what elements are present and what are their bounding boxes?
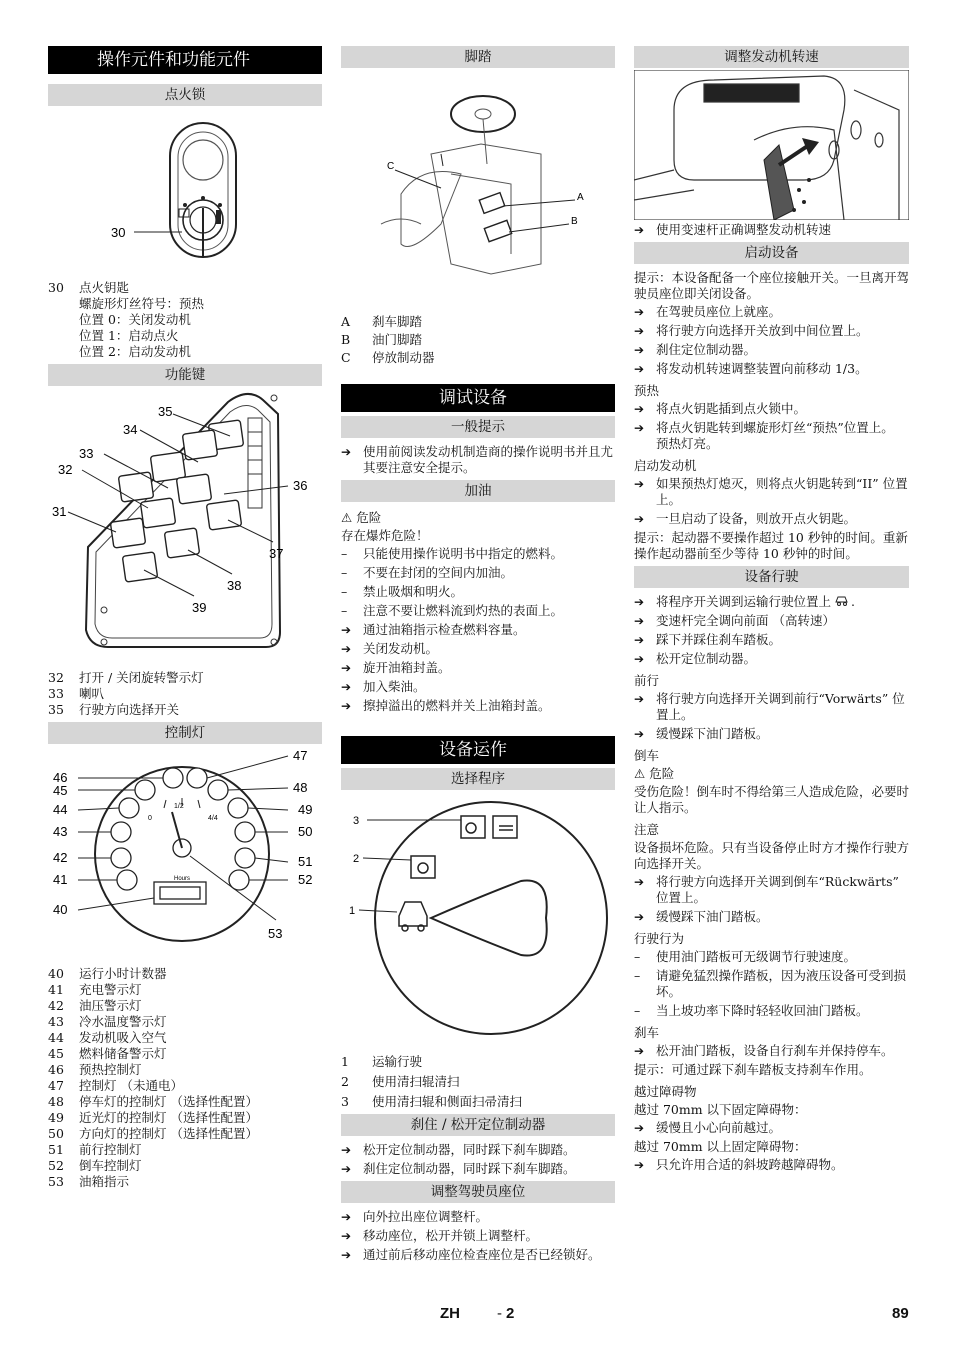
legend-item: 51 前行控制灯 <box>48 1142 142 1157</box>
step: ➔ 如果预热灯熄灭，则将点火钥匙转到“II” 位置上。 <box>634 476 909 508</box>
callout-33: 33 <box>79 446 94 461</box>
function-keys-drawing <box>48 392 322 652</box>
callout-50: 50 <box>298 824 313 839</box>
callout-46: 46 <box>53 770 68 785</box>
callout-52: 52 <box>298 872 313 887</box>
danger-text: 受伤危险！倒车时不得给第三人造成危险，必要时让人指示。 <box>634 784 910 815</box>
step: ➔ 使用前阅读发动机制造商的操作说明书并且尤其要注意安全提示。 <box>341 444 615 476</box>
page-number: 89 <box>892 1305 909 1322</box>
heading-parking-brake: 刹住 / 松开定位制动器 <box>341 1114 615 1136</box>
legend-item: 46 预热控制灯 <box>48 1062 142 1077</box>
result: 预热灯亮。 <box>656 436 719 451</box>
legend-item: 35 行驶方向选择开关 <box>48 702 180 717</box>
subheading-preheat: 预热 <box>634 383 660 398</box>
dash-item: – 当上坡功率下降时轻轻收回油门踏板。 <box>634 1003 909 1019</box>
legend-item: 45 燃料储备警示灯 <box>48 1046 167 1061</box>
engine-speed-drawing <box>634 70 909 220</box>
obstacle-low: 越过 70mm 以下固定障碍物： <box>634 1102 807 1117</box>
callout-30: 30 <box>111 225 126 240</box>
legend-item: 43 冷水温度警示灯 <box>48 1014 167 1029</box>
callout-32: 32 <box>58 462 73 477</box>
step: ➔ 踩下并踩住刹车踏板。 <box>634 632 909 648</box>
subheading-braking: 刹车 <box>634 1025 660 1040</box>
callout-48: 48 <box>293 780 308 795</box>
step: ➔ 通过油箱指示检查燃料容量。 <box>341 622 615 638</box>
step: ➔ 将行驶方向选择开关调到前行“Vorwärts” 位置上。 <box>634 691 909 723</box>
dash-item: – 只能使用操作说明书中指定的燃料。 <box>341 546 615 562</box>
callout-c: C <box>387 161 395 172</box>
footer-language: ZH <box>440 1305 460 1322</box>
legend-item: B 油门脚踏 <box>341 332 423 347</box>
heading-driver-seat: 调整驾驶员座位 <box>341 1181 615 1203</box>
legend-item: 50 方向灯的控制灯 （选择性配置） <box>48 1126 258 1141</box>
column-1 <box>48 44 322 1190</box>
heading-driving: 设备行驶 <box>634 566 909 588</box>
danger-notice: ⚠ 危险 <box>341 510 382 525</box>
step: ➔ 加入柴油。 <box>341 679 615 695</box>
pedals-figure <box>341 74 615 284</box>
step: ➔ 将发动机转速调整装置向前移动 1/3。 <box>634 361 909 377</box>
step: ➔ 将点火钥匙插到点火锁中。 <box>634 401 909 417</box>
transport-drive-icon <box>835 594 851 606</box>
dash-item: – 注意不要让燃料流到灼热的表面上。 <box>341 603 615 619</box>
subheading-reverse: 倒车 <box>634 748 660 763</box>
step: ➔ 缓慢且小心向前越过。 <box>634 1120 909 1136</box>
heading-function-keys: 功能键 <box>48 364 322 386</box>
subheading-obstacles: 越过障碍物 <box>634 1084 697 1099</box>
callout-53: 53 <box>268 926 283 941</box>
step: ➔ 移动座位，松开并锁上调整杆。 <box>341 1228 615 1244</box>
gauge-full: 4/4 <box>208 815 218 822</box>
callout-31: 31 <box>52 504 67 519</box>
legend-item: 41 充电警示灯 <box>48 982 142 997</box>
callout-35: 35 <box>158 404 173 419</box>
step: ➔ 通过前后移动座位检查座位是否已经锁好。 <box>341 1247 615 1263</box>
dash-item: – 使用油门踏板可无级调节行驶速度。 <box>634 949 909 965</box>
callout-40: 40 <box>53 902 68 917</box>
program-selector-figure <box>341 796 615 1036</box>
step: ➔ 关闭发动机。 <box>341 641 615 657</box>
callout-43: 43 <box>53 824 68 839</box>
heading-refuel: 加油 <box>341 480 615 502</box>
note: 提示：可通过踩下刹车踏板支持刹车作用。 <box>634 1062 872 1077</box>
callout-34: 34 <box>123 422 138 437</box>
callout-49: 49 <box>298 802 313 817</box>
note: 提示：起动器不要操作超过 10 秒钟的时间。重新操作起动器前至少等待 10 秒钟的时间。 <box>634 530 908 561</box>
footer-subpage: 2 <box>506 1305 515 1322</box>
obstacle-high: 越过 70mm 以上固定障碍物： <box>634 1139 807 1154</box>
step: ➔ 将行驶方向选择开关放到中间位置上。 <box>634 323 909 339</box>
dash-item: – 请避免猛烈操作踏板，因为液压设备可受到损坏。 <box>634 968 909 1000</box>
step: ➔ 将行驶方向选择开关调到倒车“Rückwärts” 位置上。 <box>634 874 909 906</box>
heading-engine-speed: 调整发动机转速 <box>634 46 909 68</box>
hours-label: Hours <box>174 876 191 882</box>
heading-start: 启动设备 <box>634 242 909 264</box>
step: ➔ 旋开油箱封盖。 <box>341 660 615 676</box>
engine-speed-figure <box>634 70 909 220</box>
callout-1: 1 <box>349 905 356 917</box>
legend-item: 3 使用清扫辊和侧面扫帚清扫 <box>341 1094 523 1109</box>
warning-icon: ⚠ <box>634 766 646 781</box>
step: ➔ 松开定位制动器，同时踩下刹车脚踏。 <box>341 1142 615 1158</box>
callout-45: 45 <box>53 783 68 798</box>
heading-pedals: 脚踏 <box>341 46 615 68</box>
callout-2: 2 <box>353 853 360 865</box>
section-title-controls: 操作元件和功能元件 <box>48 46 322 74</box>
subheading-start-engine: 启动发动机 <box>634 458 697 473</box>
ignition-figure <box>48 112 322 264</box>
legend-item: 2 使用清扫辊清扫 <box>341 1074 460 1089</box>
dash-item: – 不要在封闭的空间内加油。 <box>341 565 615 581</box>
step: ➔ 刹住定位制动器。 <box>634 342 909 358</box>
subheading-caution: 注意 <box>634 822 660 837</box>
heading-select-program: 选择程序 <box>341 768 615 790</box>
subheading-driving-behavior: 行驶行为 <box>634 931 685 946</box>
program-selector-drawing <box>341 796 615 1036</box>
heading-ignition: 点火锁 <box>48 84 322 106</box>
step: ➔ 擦掉溢出的燃料并关上油箱封盖。 <box>341 698 615 714</box>
note: 提示：本设备配备一个座位接触开关。一旦离开驾驶员座位即关闭设备。 <box>634 270 910 301</box>
step: ➔ 松开定位制动器。 <box>634 651 909 667</box>
pedals-drawing <box>341 74 615 284</box>
legend-item: 53 油箱指示 <box>48 1174 130 1189</box>
callout-42: 42 <box>53 850 68 865</box>
gauge-zero: 0 <box>148 815 152 822</box>
callout-3: 3 <box>353 815 360 827</box>
control-lamps-figure <box>48 750 322 960</box>
step: ➔ 松开油门踏板，设备自行刹车并保持停车。 <box>634 1043 909 1059</box>
caution-text: 设备损坏危险。只有当设备停止时方才操作行驶方向选择开关。 <box>634 840 910 871</box>
subheading-forward: 前行 <box>634 673 660 688</box>
ignition-lock-drawing <box>48 112 322 264</box>
heading-general: 一般提示 <box>341 416 615 438</box>
callout-39: 39 <box>192 600 207 615</box>
step: ➔ 使用变速杆正确调整发动机转速 <box>634 222 909 238</box>
legend-item: A 刹车脚踏 <box>341 314 423 329</box>
callout-44: 44 <box>53 802 68 817</box>
gauge-half: 1/2 <box>174 803 184 810</box>
section-title-operation: 设备运作 <box>341 736 615 764</box>
footer-separator: - <box>497 1305 502 1322</box>
legend-item: 30 点火钥匙 螺旋形灯丝符号：预热 位置 0：关闭发动机 位置 1：启动点火 位置 2：启动发动机 <box>48 280 205 359</box>
legend-item: 32 打开 / 关闭旋转警示灯 <box>48 670 204 685</box>
step: ➔ 刹住定位制动器，同时踩下刹车脚踏。 <box>341 1161 615 1177</box>
danger-notice: ⚠ 危险 <box>634 766 675 781</box>
step: ➔ 将点火钥匙转到螺旋形灯丝“预热”位置上。 <box>634 420 909 436</box>
callout-37: 37 <box>269 546 284 561</box>
control-lamps-drawing <box>48 750 322 960</box>
legend-item: 49 近光灯的控制灯 （选择性配置） <box>48 1110 258 1125</box>
step: ➔ 变速杆完全调向前面 （高转速） <box>634 613 909 629</box>
legend-item: 47 控制灯 （未通电） <box>48 1078 183 1093</box>
callout-a: A <box>577 192 584 203</box>
callout-47: 47 <box>293 750 308 763</box>
step: ➔ 只允许用合适的斜坡跨越障碍物。 <box>634 1157 909 1173</box>
dash-item: – 禁止吸烟和明火。 <box>341 584 615 600</box>
warning-icon: ⚠ <box>341 510 353 525</box>
step: ➔ 缓慢踩下油门踏板。 <box>634 726 909 742</box>
column-2 <box>341 44 615 1266</box>
legend-item: 40 运行小时计数器 <box>48 966 167 981</box>
callout-36: 36 <box>293 478 308 493</box>
step: ➔ 向外拉出座位调整杆。 <box>341 1209 615 1225</box>
function-keys-figure <box>48 392 322 652</box>
callout-b: B <box>571 216 578 227</box>
step: ➔ 一旦启动了设备，则放开点火钥匙。 <box>634 511 909 527</box>
callout-38: 38 <box>227 578 242 593</box>
legend-item: 52 倒车控制灯 <box>48 1158 142 1173</box>
step: ➔ 将程序开关调到运输行驶位置上 . <box>634 594 909 610</box>
legend-item: C 停放制动器 <box>341 350 435 365</box>
callout-51: 51 <box>298 854 313 869</box>
heading-control-lamps: 控制灯 <box>48 722 322 744</box>
legend-item: 33 喇叭 <box>48 686 105 701</box>
section-title-commissioning: 调试设备 <box>341 384 615 412</box>
danger-text: 存在爆炸危险！ <box>341 528 429 543</box>
callout-41: 41 <box>53 872 68 887</box>
legend-item: 42 油压警示灯 <box>48 998 142 1013</box>
legend-item: 48 停车灯的控制灯 （选择性配置） <box>48 1094 258 1109</box>
legend-item: 1 运输行驶 <box>341 1054 423 1069</box>
legend-item: 44 发动机吸入空气 <box>48 1030 167 1045</box>
column-3 <box>634 44 909 1176</box>
step: ➔ 在驾驶员座位上就座。 <box>634 304 909 320</box>
step: ➔ 缓慢踩下油门踏板。 <box>634 909 909 925</box>
